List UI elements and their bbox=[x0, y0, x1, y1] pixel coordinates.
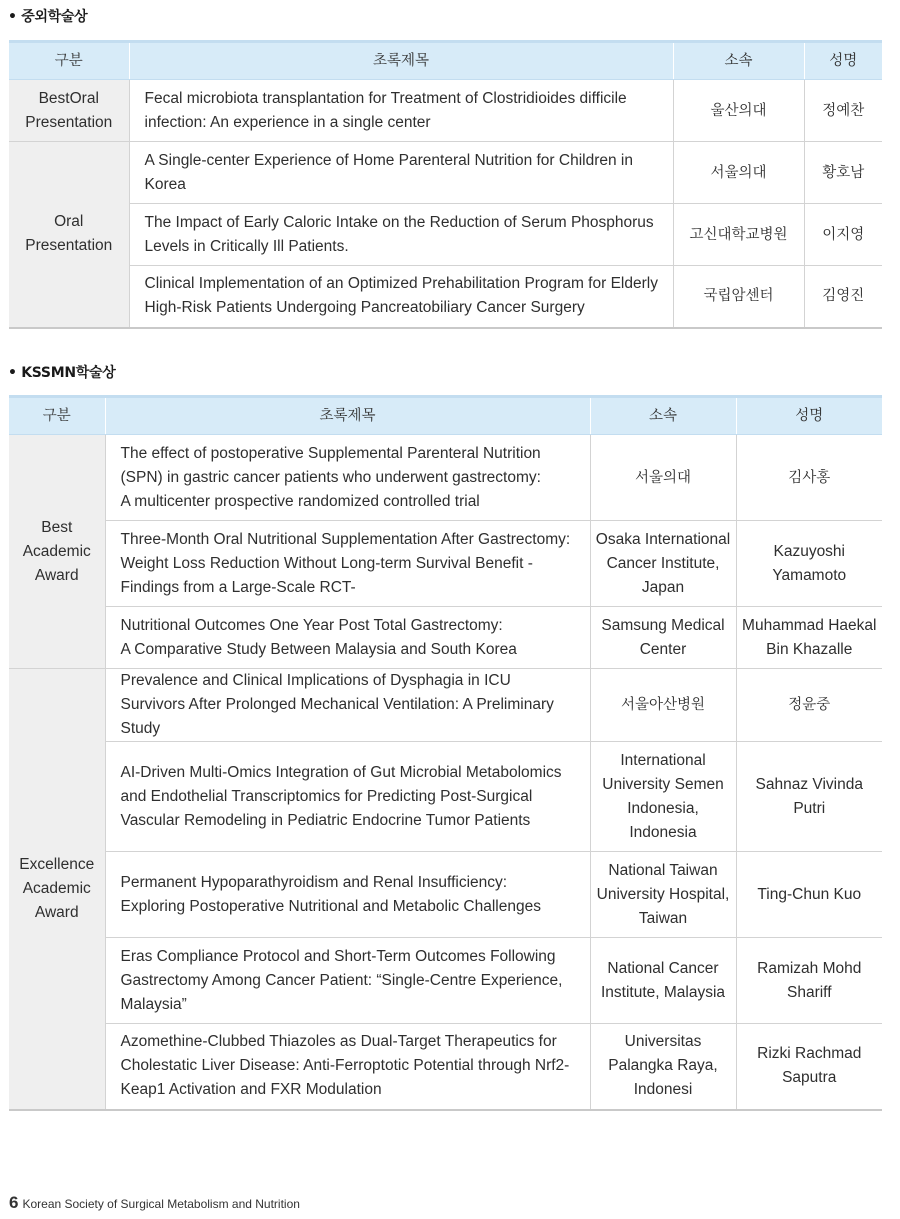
table-row bbox=[9, 852, 882, 938]
header-abstract-title: 초록제목 bbox=[129, 42, 673, 80]
table-row bbox=[9, 938, 882, 1024]
table-header-row bbox=[9, 397, 882, 435]
header-affiliation: 소속 bbox=[590, 397, 736, 435]
name-cell: 황호남 bbox=[804, 142, 882, 204]
category-cell: Excellence Academic Award bbox=[9, 669, 105, 1110]
category-cell: Best Academic Award bbox=[9, 435, 105, 669]
name-cell: Kazuyoshi Yamamoto bbox=[736, 521, 882, 607]
table-row bbox=[9, 80, 882, 142]
section-title-jw-award: • 중외학술상 bbox=[8, 9, 88, 25]
section-title-kssmn-award: • KSSMN학술상 bbox=[8, 365, 116, 381]
name-cell: 김영진 bbox=[804, 266, 882, 328]
abstract-title-cell: Clinical Implementation of an Optimized Prehabilitation Program for Elderly High-Risk Patients Undergoing Pancreatobiliary Cancer Surgery bbox=[129, 266, 673, 328]
footer-society-name: Korean Society of Surgical Metabolism and Nutrition bbox=[22, 1197, 300, 1211]
category-cell: Oral Presentation bbox=[9, 142, 129, 328]
abstract-title-cell: A Single-center Experience of Home Parenteral Nutrition for Children in Korea bbox=[129, 142, 673, 204]
table-header-row bbox=[9, 42, 882, 80]
affiliation-cell: Universitas Palangka Raya, Indonesi bbox=[590, 1024, 736, 1110]
abstract-title-cell: AI-Driven Multi-Omics Integration of Gut Microbial Metabolomics and Endothelial Transcriptomics for Predicting Post-Surgical Vascular Remodeling in Pediatric Endocrine Tumor Patients bbox=[105, 742, 590, 852]
name-cell: Ramizah Mohd Shariff bbox=[736, 938, 882, 1024]
header-abstract-title: 초록제목 bbox=[105, 397, 590, 435]
abstract-title-cell: The effect of postoperative Supplemental Parenteral Nutrition (SPN) in gastric cancer patients who underwent gastrectomy: A multicenter prospective randomized controlled trial bbox=[105, 435, 590, 521]
name-cell: 이지영 bbox=[804, 204, 882, 266]
affiliation-cell: National Taiwan University Hospital, Taiwan bbox=[590, 852, 736, 938]
name-cell: Sahnaz Vivinda Putri bbox=[736, 742, 882, 852]
table-row bbox=[9, 742, 882, 852]
name-cell: Muhammad Haekal Bin Khazalle bbox=[736, 607, 882, 669]
abstract-title-cell: Azomethine-Clubbed Thiazoles as Dual-Target Therapeutics for Cholestatic Liver Disease: Anti-Ferroptotic Potential through Nrf2-Keap1 Activation and FXR Modulation bbox=[105, 1024, 590, 1110]
table-row bbox=[9, 266, 882, 328]
header-category: 구분 bbox=[9, 397, 105, 435]
table-row bbox=[9, 669, 882, 742]
abstract-title-cell: The Impact of Early Caloric Intake on the Reduction of Serum Phosphorus Levels in Critically Ill Patients. bbox=[129, 204, 673, 266]
table-row bbox=[9, 607, 882, 669]
affiliation-cell: National Cancer Institute, Malaysia bbox=[590, 938, 736, 1024]
table-row bbox=[9, 521, 882, 607]
affiliation-cell: 고신대학교병원 bbox=[673, 204, 804, 266]
affiliation-cell: Samsung Medical Center bbox=[590, 607, 736, 669]
abstract-title-cell: Nutritional Outcomes One Year Post Total Gastrectomy: A Comparative Study Between Malaysia and South Korea bbox=[105, 607, 590, 669]
page-footer bbox=[9, 1193, 300, 1213]
name-cell: Rizki Rachmad Saputra bbox=[736, 1024, 882, 1110]
header-affiliation: 소속 bbox=[673, 42, 804, 80]
header-name: 성명 bbox=[736, 397, 882, 435]
abstract-title-cell: Three-Month Oral Nutritional Supplementation After Gastrectomy: Weight Loss Reduction Without Long-term Survival Benefit -Findings from a Large-Scale RCT- bbox=[105, 521, 590, 607]
jw-award-table bbox=[9, 40, 882, 329]
page-number: 6 bbox=[9, 1193, 19, 1212]
header-name: 성명 bbox=[804, 42, 882, 80]
name-cell: 김사홍 bbox=[736, 435, 882, 521]
affiliation-cell: 서울아산병원 bbox=[590, 669, 736, 742]
category-cell: BestOral Presentation bbox=[9, 80, 129, 142]
table-row bbox=[9, 142, 882, 204]
affiliation-cell: International University Semen Indonesia, Indonesia bbox=[590, 742, 736, 852]
affiliation-cell: 서울의대 bbox=[673, 142, 804, 204]
table-row bbox=[9, 1024, 882, 1110]
affiliation-cell: Osaka International Cancer Institute, Japan bbox=[590, 521, 736, 607]
name-cell: 정예찬 bbox=[804, 80, 882, 142]
abstract-title-cell: Prevalence and Clinical Implications of Dysphagia in ICU Survivors After Prolonged Mechanical Ventilation: A Preliminary Study bbox=[105, 669, 590, 742]
table-row bbox=[9, 204, 882, 266]
name-cell: 정윤중 bbox=[736, 669, 882, 742]
header-category: 구분 bbox=[9, 42, 129, 80]
kssmn-award-table bbox=[9, 395, 882, 1111]
abstract-title-cell: Fecal microbiota transplantation for Treatment of Clostridioides difficile infection: An experience in a single center bbox=[129, 80, 673, 142]
affiliation-cell: 국립암센터 bbox=[673, 266, 804, 328]
abstract-title-cell: Permanent Hypoparathyroidism and Renal Insufficiency: Exploring Postoperative Nutritional and Metabolic Challenges bbox=[105, 852, 590, 938]
name-cell: Ting-Chun Kuo bbox=[736, 852, 882, 938]
abstract-title-cell: Eras Compliance Protocol and Short-Term Outcomes Following Gastrectomy Among Cancer Patient: “Single-Centre Experience, Malaysia” bbox=[105, 938, 590, 1024]
affiliation-cell: 울산의대 bbox=[673, 80, 804, 142]
table-row bbox=[9, 435, 882, 521]
affiliation-cell: 서울의대 bbox=[590, 435, 736, 521]
